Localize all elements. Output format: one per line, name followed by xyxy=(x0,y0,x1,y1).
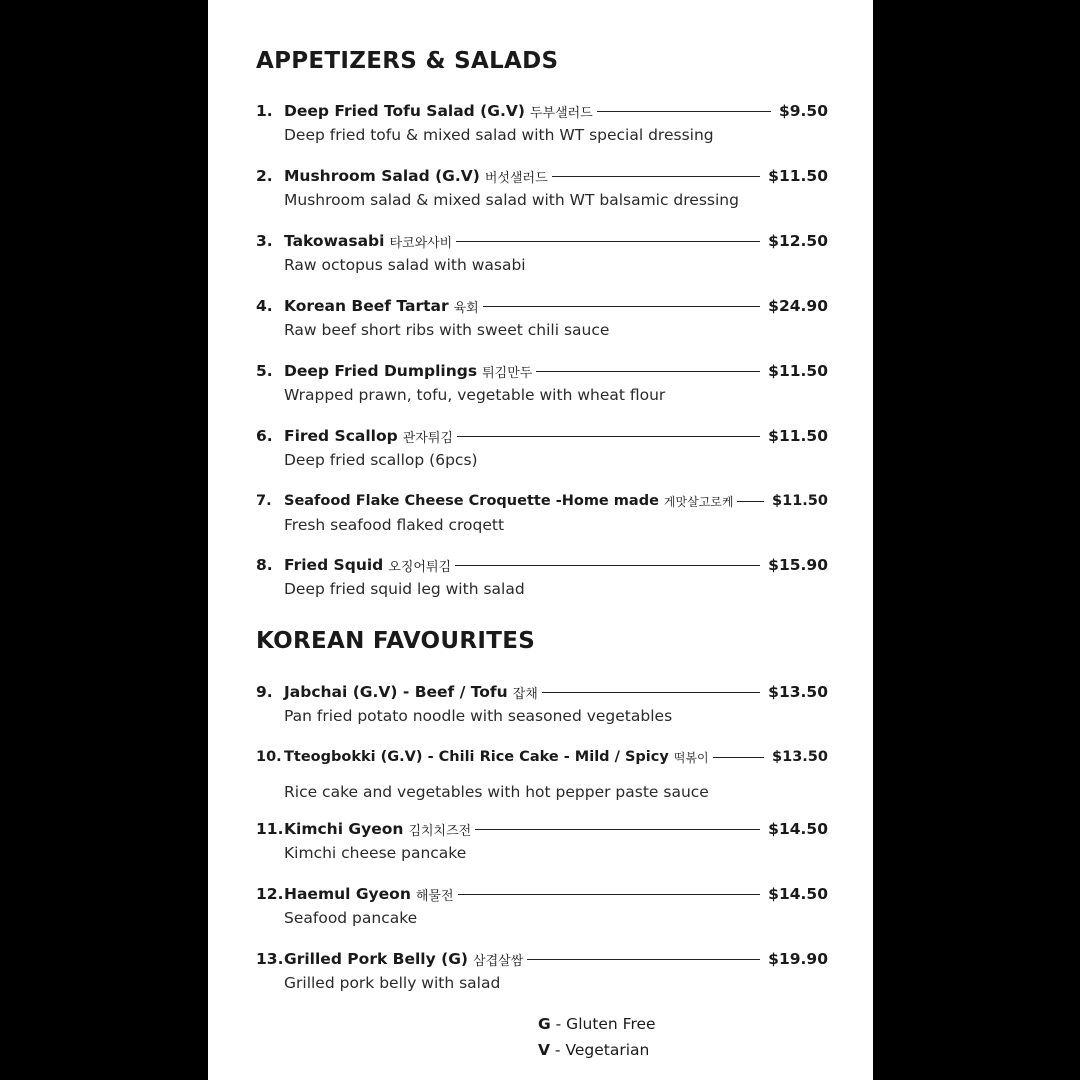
item-name: Deep Fried Tofu Salad (G.V) xyxy=(284,102,525,120)
item-description: Grilled pork belly with salad xyxy=(284,974,501,992)
item-korean-name: 관자튀김 xyxy=(402,430,453,446)
item-number: 6. xyxy=(256,427,273,445)
legend-gluten-free xyxy=(538,1011,656,1037)
leader-line xyxy=(737,501,764,502)
leader-line xyxy=(475,829,760,830)
item-korean-name: 해물전 xyxy=(415,888,454,904)
legend-vegetarian xyxy=(538,1037,656,1063)
item-name: Korean Beef Tartar xyxy=(284,297,449,315)
legend-key: G xyxy=(538,1015,551,1033)
menu-item xyxy=(256,229,828,277)
menu-item xyxy=(256,359,828,407)
item-name: Grilled Pork Belly (G) xyxy=(284,950,469,968)
item-description: Fresh seafood flaked croqett xyxy=(284,516,505,534)
legend xyxy=(538,1011,656,1063)
item-description: Seafood pancake xyxy=(284,909,418,927)
legend-text: - Vegetarian xyxy=(550,1041,650,1059)
item-name: Tteogbokki (G.V) - Chili Rice Cake - Mild / Spicy xyxy=(284,749,669,765)
item-korean-name: 삼겹살쌈 xyxy=(473,953,524,969)
menu-item xyxy=(256,424,828,472)
item-price: $15.90 xyxy=(768,556,828,574)
item-number: 4. xyxy=(256,297,273,315)
section-title-korean-favourites: KOREAN FAVOURITES xyxy=(256,628,536,654)
menu-item xyxy=(256,553,828,601)
item-number: 8. xyxy=(256,556,273,574)
item-price: $11.50 xyxy=(768,362,828,380)
item-number: 7. xyxy=(256,493,272,509)
item-description: Rice cake and vegetables with hot pepper paste sauce xyxy=(284,783,709,801)
item-description: Pan fried potato noodle with seasoned vegetables xyxy=(284,707,673,725)
leader-line xyxy=(456,241,760,242)
item-korean-name: 잡채 xyxy=(512,686,538,702)
item-price: $9.50 xyxy=(778,102,828,120)
item-price: $12.50 xyxy=(768,232,828,250)
item-name: Takowasabi xyxy=(284,232,385,250)
item-korean-name: 김치치즈전 xyxy=(408,823,472,839)
leader-line xyxy=(552,176,761,177)
item-number: 2. xyxy=(256,167,273,185)
item-description: Mushroom salad & mixed salad with WT balsamic dressing xyxy=(284,191,739,209)
item-number: 11. xyxy=(256,820,284,838)
item-korean-name: 떡볶이 xyxy=(673,750,709,765)
leader-line xyxy=(713,757,764,758)
item-description: Raw octopus salad with wasabi xyxy=(284,256,526,274)
item-description: Raw beef short ribs with sweet chili sauce xyxy=(284,321,610,339)
menu-item xyxy=(256,294,828,342)
item-price: $11.50 xyxy=(772,493,828,509)
item-name: Deep Fried Dumplings xyxy=(284,362,478,380)
item-name: Haemul Gyeon xyxy=(284,885,411,903)
item-number: 9. xyxy=(256,683,273,701)
item-price: $19.90 xyxy=(768,950,828,968)
item-number: 5. xyxy=(256,362,273,380)
menu-item xyxy=(256,745,828,804)
menu-item xyxy=(256,947,828,995)
item-korean-name: 두부샐러드 xyxy=(529,105,593,121)
item-name: Fried Squid xyxy=(284,556,384,574)
item-price: $24.90 xyxy=(768,297,828,315)
leader-line xyxy=(542,692,760,693)
leader-line xyxy=(455,565,760,566)
item-number: 3. xyxy=(256,232,273,250)
item-korean-name: 튀김만두 xyxy=(482,365,533,381)
menu-item xyxy=(256,99,828,147)
item-price: $11.50 xyxy=(768,167,828,185)
item-number: 1. xyxy=(256,102,273,120)
item-name: Seafood Flake Cheese Croquette -Home made xyxy=(284,493,659,509)
leader-line xyxy=(597,111,771,112)
item-korean-name: 타코와사비 xyxy=(389,235,453,251)
item-description: Deep fried scallop (6pcs) xyxy=(284,451,478,469)
item-number: 12. xyxy=(256,885,284,903)
legend-key: V xyxy=(538,1041,550,1059)
item-description: Deep fried tofu & mixed salad with WT special dressing xyxy=(284,126,714,144)
item-price: $14.50 xyxy=(768,885,828,903)
item-price: $13.50 xyxy=(772,749,828,765)
section-title-appetizers: APPETIZERS & SALADS xyxy=(256,48,559,74)
item-price: $13.50 xyxy=(768,683,828,701)
menu-item xyxy=(256,164,828,212)
item-price: $14.50 xyxy=(768,820,828,838)
menu-item xyxy=(256,489,828,537)
item-price: $11.50 xyxy=(768,427,828,445)
leader-line xyxy=(457,436,760,437)
item-korean-name: 오징어튀김 xyxy=(388,559,452,575)
leader-line xyxy=(458,894,761,895)
menu-item xyxy=(256,882,828,930)
item-description: Deep fried squid leg with salad xyxy=(284,580,525,598)
item-name: Mushroom Salad (G.V) xyxy=(284,167,480,185)
leader-line xyxy=(527,959,760,960)
menu-page xyxy=(208,0,873,1080)
item-description: Wrapped prawn, tofu, vegetable with wheat flour xyxy=(284,386,666,404)
item-number: 13. xyxy=(256,950,284,968)
item-korean-name: 버섯샐러드 xyxy=(484,170,548,186)
item-description: Kimchi cheese pancake xyxy=(284,844,467,862)
item-number: 10. xyxy=(256,749,282,765)
leader-line xyxy=(483,306,760,307)
item-korean-name: 게맛살고로케 xyxy=(663,494,734,509)
item-name: Fired Scallop xyxy=(284,427,398,445)
item-korean-name: 육회 xyxy=(453,300,479,316)
leader-line xyxy=(536,371,760,372)
legend-text: - Gluten Free xyxy=(550,1015,656,1033)
item-name: Kimchi Gyeon xyxy=(284,820,404,838)
menu-item xyxy=(256,817,828,865)
menu-item xyxy=(256,680,828,728)
item-name: Jabchai (G.V) - Beef / Tofu xyxy=(284,683,508,701)
